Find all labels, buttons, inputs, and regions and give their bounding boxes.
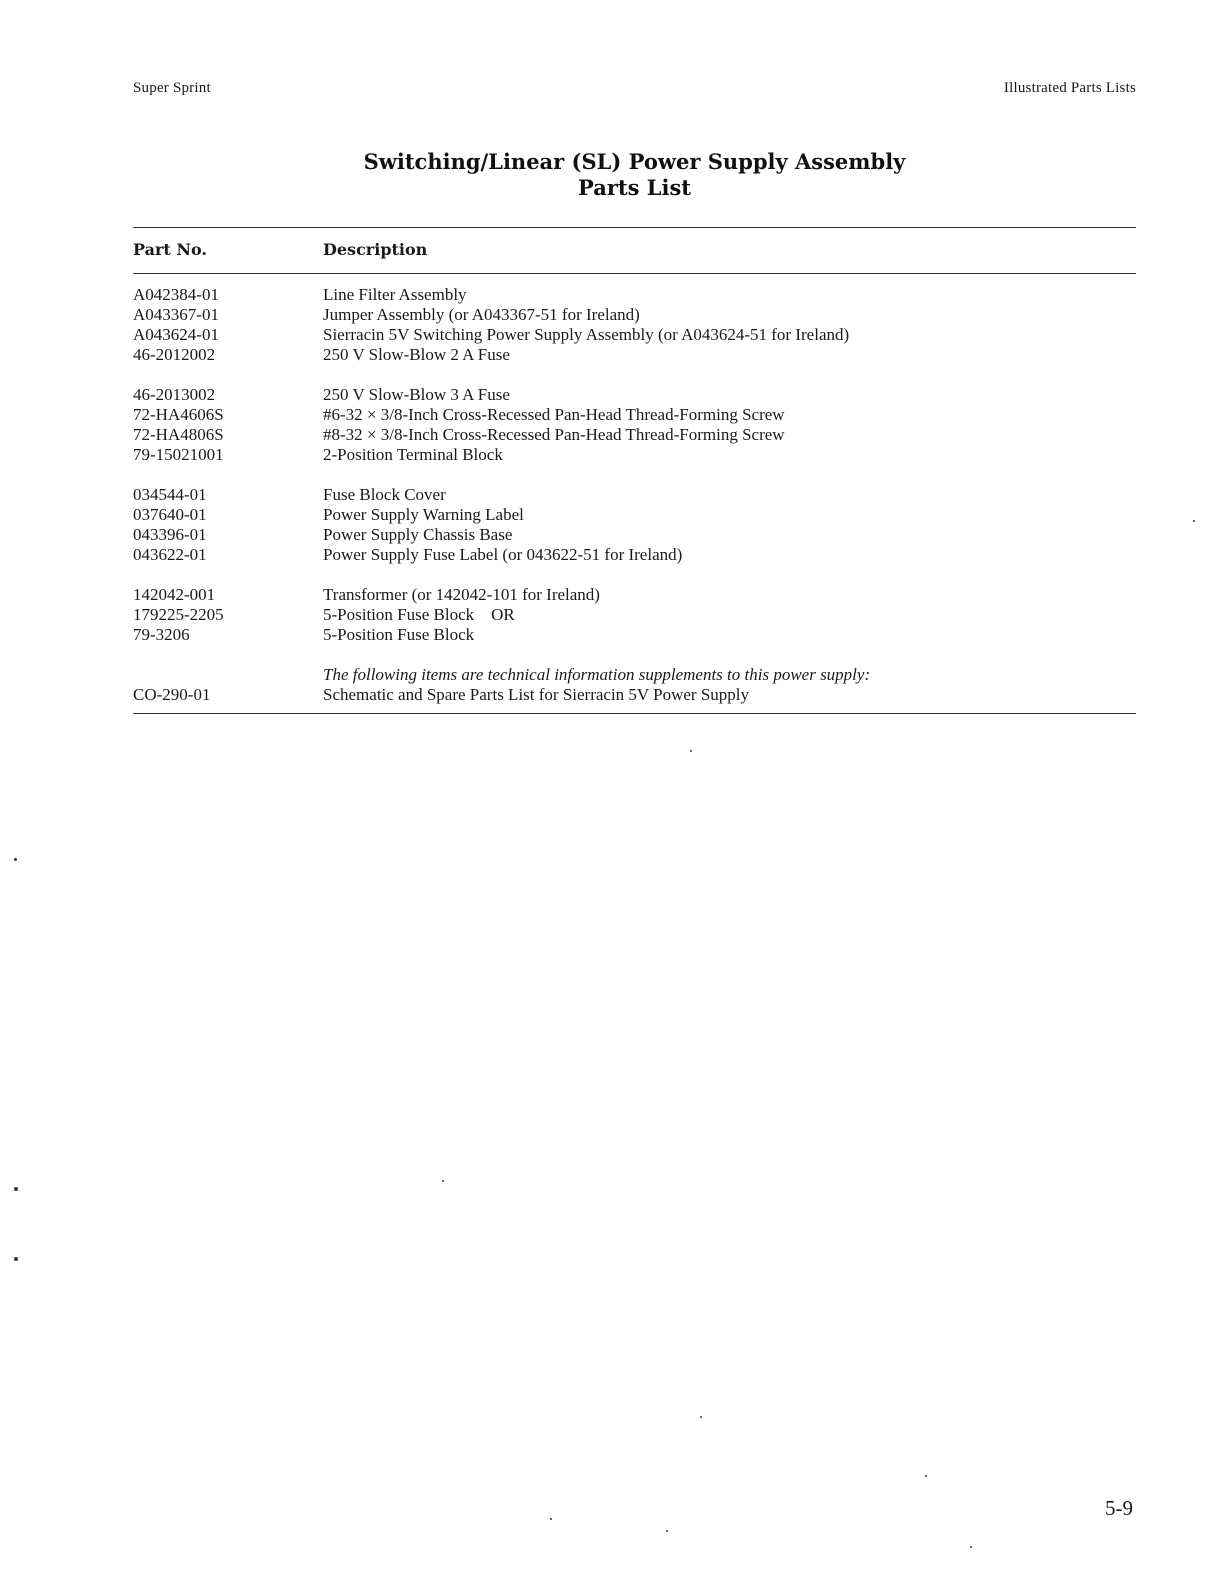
table-row (133, 425, 1136, 445)
parts-group (133, 385, 1136, 465)
page-number: 5-9 (1105, 1496, 1133, 1520)
part-description: Transformer (or 142042-101 for Ireland) (323, 585, 600, 604)
header-bottom-rule (133, 273, 1136, 274)
supplement-group (133, 665, 1136, 705)
part-description: Fuse Block Cover (323, 485, 446, 504)
scan-speck (666, 1530, 668, 1532)
column-header-part-no: Part No. (133, 240, 207, 259)
part-number: 043396-01 (133, 525, 207, 544)
table-top-rule (133, 227, 1136, 228)
parts-table (133, 285, 1136, 725)
scan-speck (14, 1187, 18, 1191)
part-description: 250 V Slow-Blow 3 A Fuse (323, 385, 510, 404)
table-row (133, 625, 1136, 645)
table-row (133, 285, 1136, 305)
scan-speck (442, 1180, 444, 1182)
part-number: A042384-01 (133, 285, 219, 304)
part-number: 79-15021001 (133, 445, 224, 464)
parts-group (133, 285, 1136, 365)
scan-speck (690, 750, 692, 752)
part-number: 037640-01 (133, 505, 207, 524)
part-description: 5-Position Fuse Block (323, 625, 475, 644)
table-row (133, 445, 1136, 465)
scan-speck (14, 858, 17, 861)
table-row (133, 385, 1136, 405)
part-number: 034544-01 (133, 485, 207, 504)
part-number: 72-HA4806S (133, 425, 224, 444)
scan-speck (550, 1518, 552, 1520)
page-title (133, 149, 1136, 201)
table-bottom-rule (133, 713, 1136, 714)
part-description: Power Supply Warning Label (323, 505, 524, 524)
scan-speck (14, 1257, 18, 1261)
part-description: Sierracin 5V Switching Power Supply Assembly (or A043624-51 for Ireland) (323, 325, 850, 344)
part-description: Line Filter Assembly (323, 285, 467, 304)
part-number: 142042-001 (133, 585, 216, 604)
table-row (133, 405, 1136, 425)
part-number: 46-2012002 (133, 345, 216, 364)
part-description: #8-32 × 3/8-Inch Cross-Recessed Pan-Head Thread-Forming Screw (323, 425, 785, 444)
part-description: Schematic and Spare Parts List for Sierracin 5V Power Supply (323, 685, 750, 704)
table-row (133, 345, 1136, 365)
part-number: A043367-01 (133, 305, 219, 324)
supplement-note: The following items are technical information supplements to this power supply: (323, 665, 871, 684)
part-description: 5-Position Fuse Block OR (323, 605, 515, 624)
title-line-2: Parts List (578, 175, 691, 200)
column-header-description: Description (323, 240, 428, 259)
table-row (133, 505, 1136, 525)
scan-speck (700, 1416, 702, 1418)
table-row (133, 585, 1136, 605)
part-number: 72-HA4606S (133, 405, 224, 424)
part-description: #6-32 × 3/8-Inch Cross-Recessed Pan-Head Thread-Forming Screw (323, 405, 785, 424)
part-description: Power Supply Fuse Label (or 043622-51 for Ireland) (323, 545, 683, 564)
table-row (133, 485, 1136, 505)
scan-speck (925, 1475, 927, 1477)
part-number: 79-3206 (133, 625, 190, 644)
table-row (133, 325, 1136, 345)
part-number: 179225-2205 (133, 605, 224, 624)
part-number: 46-2013002 (133, 385, 216, 404)
scan-speck (970, 1546, 972, 1548)
running-header-right: Illustrated Parts Lists (1003, 80, 1136, 96)
part-description: 250 V Slow-Blow 2 A Fuse (323, 345, 510, 364)
part-description: 2-Position Terminal Block (323, 445, 503, 464)
parts-group (133, 585, 1136, 645)
part-description: Jumper Assembly (or A043367-51 for Ireland) (323, 305, 640, 324)
parts-group (133, 485, 1136, 565)
table-row (133, 525, 1136, 545)
table-row (133, 685, 1136, 705)
scan-speck (1193, 520, 1195, 522)
part-number: A043624-01 (133, 325, 219, 344)
part-description: Power Supply Chassis Base (323, 525, 513, 544)
running-header-left: Super Sprint (133, 80, 211, 96)
table-row (133, 545, 1136, 565)
part-number: CO-290-01 (133, 685, 211, 704)
table-row (133, 605, 1136, 625)
table-row (133, 305, 1136, 325)
part-number: 043622-01 (133, 545, 207, 564)
title-line-1: Switching/Linear (SL) Power Supply Assembly (363, 149, 906, 174)
